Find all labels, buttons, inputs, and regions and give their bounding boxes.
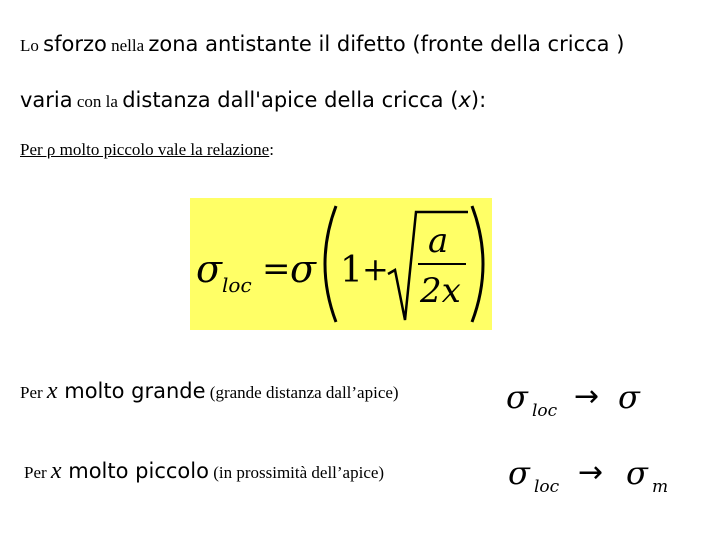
text-line-4 [20,378,399,405]
expr-subscript: loc [534,477,560,497]
text-line-5 [24,458,384,485]
text-fragment: varia [20,88,73,112]
right-paren [472,206,483,322]
text-fragment: (in prossimità dell’apice) [208,463,385,482]
expr-target: σ [626,454,648,492]
text-fragment: Per [20,383,47,402]
expr-sigma: σ [506,378,528,416]
text-fragment: molto grande [57,379,206,403]
expr-target-subscript: m [652,477,669,497]
formula-equals: = [262,249,291,289]
text-fragment: (grande distanza dall’apice) [205,383,399,402]
text-fragment: x [46,378,58,404]
limit-expression-large-x [500,372,670,422]
limit-expression-small-x [502,450,682,500]
expr-subscript: loc [532,401,558,421]
formula-denominator: 2x [420,271,461,311]
formula-sigma-2: σ [290,247,316,291]
text-fragment: distanza dall'apice della cricca ( [122,88,459,112]
text-fragment: x [50,458,62,484]
expr-target: σ [618,378,640,416]
text-fragment: molto piccolo [61,459,209,483]
text-line-3 [20,140,274,160]
text-fragment: con la [72,92,123,111]
formula-sigma: σ [196,247,222,291]
formula-subscript: loc [222,273,252,297]
text-line-1 [20,32,624,56]
text-fragment: zona antistante il difetto (fronte della cricca ) [148,32,625,56]
formula [190,198,492,330]
text-fragment: Per [24,463,51,482]
left-paren [325,206,336,322]
text-fragment: x [458,88,471,112]
text-fragment: sforzo [43,32,107,56]
expr-sigma: σ [508,454,530,492]
formula-numerator: a [428,221,449,261]
text-fragment: : [269,140,274,159]
text-fragment: nella [106,36,149,55]
text-line-2 [20,88,486,112]
formula-box [190,198,492,330]
text-fragment: Lo [20,36,44,55]
expr-arrow: → [574,379,600,414]
text-fragment: ): [470,88,487,112]
text-fragment: Per ρ molto piccolo vale la relazione [20,140,270,159]
expr-arrow: → [578,455,604,490]
formula-plus: + [362,250,389,288]
formula-one: 1 [340,250,363,291]
